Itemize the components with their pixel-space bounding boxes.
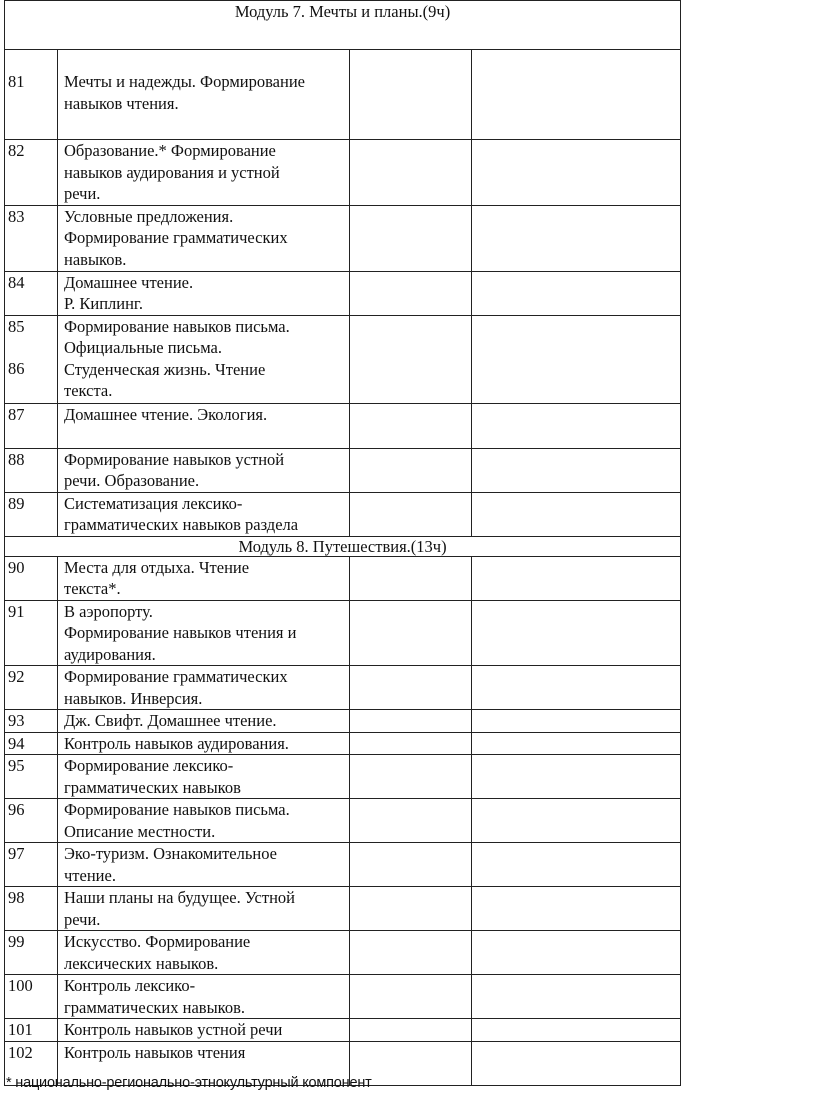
lesson-topic: Систематизация лексико- грамматических навыков раздела [58,492,350,536]
footnote: * национально-регионально-этнокультурный компонент [6,1075,372,1091]
lesson-topic: Контроль навыков аудирования. [58,732,350,755]
table-row [5,931,681,975]
table-row [5,205,681,271]
lesson-topic: Места для отдыха. Чтение текста*. [58,556,350,600]
notes-cell [472,732,681,755]
lesson-number: 88 [5,448,58,492]
notes-cell [472,50,681,140]
date-plan-cell [350,931,472,975]
date-plan-cell [350,710,472,733]
notes-cell [472,315,681,403]
notes-cell [472,843,681,887]
lesson-topic: Дж. Свифт. Домашнее чтение. [58,710,350,733]
date-plan-cell [350,271,472,315]
lesson-number: 93 [5,710,58,733]
lesson-number: 83 [5,205,58,271]
notes-cell [472,975,681,1019]
table-row [5,556,681,600]
table-row [5,843,681,887]
lesson-number: 84 [5,271,58,315]
notes-cell [472,1019,681,1042]
table-row [5,50,681,140]
lesson-number: 96 [5,799,58,843]
lesson-topic: Формирование навыков письма. Официальные письма. Студенческая жизнь. Чтение текста. [58,315,350,403]
lesson-number: 95 [5,755,58,799]
lesson-number: 89 [5,492,58,536]
lesson-number-85: 85 [8,316,25,336]
notes-cell [472,205,681,271]
lesson-topic: Условные предложения. Формирование грамматических навыков. [58,205,350,271]
lesson-topic: Контроль навыков чтения [58,1041,350,1085]
module-7-title: Модуль 7. Мечты и планы.(9ч) [5,1,681,50]
module-header-row [5,1,681,50]
lesson-number: 102 [5,1041,58,1085]
lesson-topic: Домашнее чтение. Экология. [58,403,350,448]
module-header-row [5,536,681,556]
table-row [5,1019,681,1042]
date-plan-cell [350,799,472,843]
lesson-topic: Формирование грамматических навыков. Инверсия. [58,666,350,710]
lesson-number: 90 [5,556,58,600]
lesson-number: 92 [5,666,58,710]
lesson-number: 99 [5,931,58,975]
date-plan-cell [350,843,472,887]
lesson-topic: Контроль навыков устной речи [58,1019,350,1042]
table-row [5,600,681,666]
date-plan-cell [350,732,472,755]
table-row [5,666,681,710]
lesson-number [5,315,58,403]
lesson-number-86: 86 [8,359,25,378]
lesson-topic: Домашнее чтение. Р. Киплинг. [58,271,350,315]
date-plan-cell [350,666,472,710]
table-row [5,799,681,843]
notes-cell [472,492,681,536]
notes-cell [472,403,681,448]
date-plan-cell [350,975,472,1019]
notes-cell [472,556,681,600]
notes-cell [472,448,681,492]
table-row [5,710,681,733]
notes-cell [472,755,681,799]
lesson-topic: Формирование лексико- грамматических навыков [58,755,350,799]
table-row [5,315,681,403]
lesson-number: 81 [5,50,58,140]
table-row [5,492,681,536]
date-plan-cell [350,315,472,403]
lesson-number: 94 [5,732,58,755]
lesson-topic: Мечты и надежды. Формирование навыков чтения. [58,50,350,140]
lesson-number: 91 [5,600,58,666]
lesson-topic: Искусство. Формирование лексических навыков. [58,931,350,975]
date-plan-cell [350,50,472,140]
notes-cell [472,710,681,733]
lesson-number: 87 [5,403,58,448]
table-row [5,403,681,448]
date-plan-cell [350,887,472,931]
lesson-number: 101 [5,1019,58,1042]
notes-cell [472,140,681,206]
lesson-number: 97 [5,843,58,887]
table-row [5,732,681,755]
notes-cell [472,1041,681,1085]
notes-cell [472,271,681,315]
lesson-topic: Образование.* Формирование навыков аудирования и устной речи. [58,140,350,206]
table-row [5,975,681,1019]
table-row [5,448,681,492]
date-plan-cell [350,600,472,666]
notes-cell [472,887,681,931]
table-row [5,887,681,931]
lesson-number: 100 [5,975,58,1019]
date-plan-cell [350,448,472,492]
lesson-topic: Формирование навыков письма. Описание местности. [58,799,350,843]
date-plan-cell [350,492,472,536]
date-plan-cell [350,755,472,799]
date-plan-cell [350,1019,472,1042]
date-plan-cell [350,403,472,448]
date-plan-cell [350,556,472,600]
module-8-title: Модуль 8. Путешествия.(13ч) [5,536,681,556]
table-row [5,271,681,315]
lesson-topic: Контроль лексико- грамматических навыков. [58,975,350,1019]
lesson-plan-table [4,0,681,1086]
lesson-topic: Эко-туризм. Ознакомительное чтение. [58,843,350,887]
notes-cell [472,666,681,710]
notes-cell [472,931,681,975]
lesson-topic: В аэропорту. Формирование навыков чтения и аудирования. [58,600,350,666]
lesson-topic: Формирование навыков устной речи. Образование. [58,448,350,492]
table-row [5,140,681,206]
notes-cell [472,600,681,666]
date-plan-cell [350,140,472,206]
lesson-number: 82 [5,140,58,206]
lesson-number: 98 [5,887,58,931]
table-row [5,755,681,799]
lesson-topic: Наши планы на будущее. Устной речи. [58,887,350,931]
notes-cell [472,799,681,843]
date-plan-cell [350,205,472,271]
